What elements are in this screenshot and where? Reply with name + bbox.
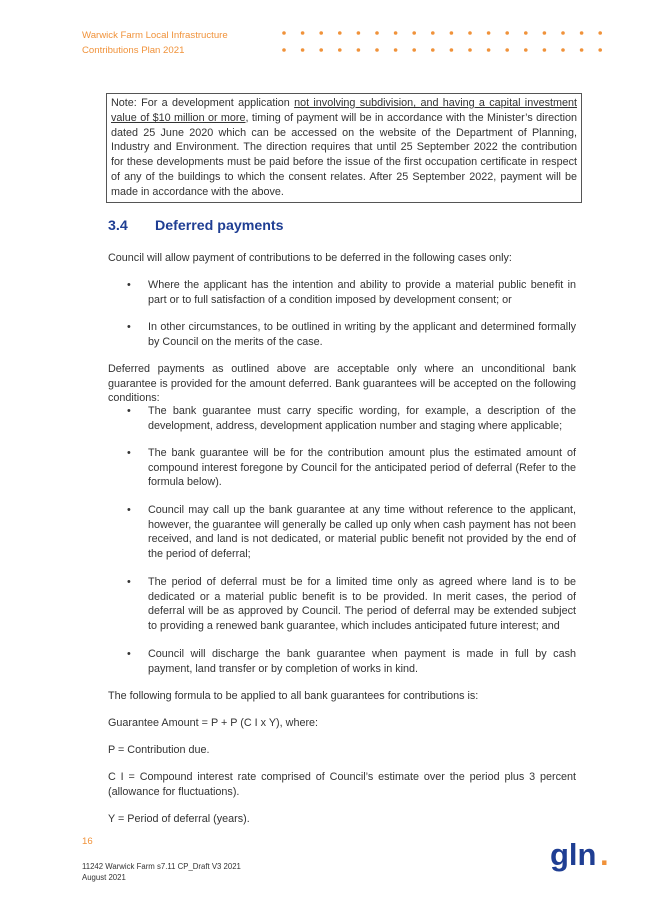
logo-text: gln	[550, 838, 597, 872]
header-dot	[338, 31, 342, 35]
list-item-text: Council will discharge the bank guarantee when payment is made in full by cash payment, land transfer or by completion of works in kind.	[148, 648, 576, 675]
note-box	[106, 93, 582, 203]
header-dot	[580, 48, 584, 52]
bullet-icon: •	[127, 279, 131, 291]
header-dot	[394, 48, 398, 52]
header-dot	[505, 48, 509, 52]
y-definition: Y = Period of deferral (years).	[108, 813, 250, 825]
guarantee-intro-paragraph: Deferred payments as outlined above are acceptable only where an unconditional bank guarantee is provided for the amount deferred. Bank guarantees will be accepted on the following conditions:	[108, 363, 576, 405]
header-dot	[598, 31, 602, 35]
header-dot	[450, 48, 454, 52]
intro-paragraph: Council will allow payment of contributions to be deferred in the following cases only:	[108, 252, 512, 264]
logo-dot: .	[600, 838, 609, 872]
bullet-icon: •	[127, 321, 131, 333]
header-dot	[543, 48, 547, 52]
footer-doc-ref: 11242 Warwick Farm s7.11 CP_Draft V3 2021	[82, 862, 241, 871]
list-item-text: The bank guarantee will be for the contribution amount plus the estimated amount of compound interest foregone by Council for the anticipated period of deferral (Refer to the formula below).	[148, 447, 576, 489]
header-dot	[301, 48, 305, 52]
header-dot	[431, 31, 435, 35]
list-item	[108, 278, 576, 307]
header-line-2: Contributions Plan 2021	[82, 44, 185, 56]
list-item	[108, 446, 576, 490]
header-dot	[412, 31, 416, 35]
list-item	[108, 503, 576, 561]
formula-paragraph: Guarantee Amount = P + P (C I x Y), where:	[108, 717, 319, 729]
header-dot-pattern	[278, 26, 608, 56]
header-dot	[561, 48, 565, 52]
header-dot	[543, 31, 547, 35]
header-line-1: Warwick Farm Local Infrastructure	[82, 30, 228, 41]
header-dot	[580, 31, 584, 35]
list-item	[108, 575, 576, 633]
list-item-text: Council may call up the bank guarantee at any time without reference to the applicant, however, the guarantee will generally be called up only when cash payment has not been received, and land is not dedicated, or material public benefit not provided by the end of the period of deferral;	[148, 504, 576, 560]
list-item-text: The period of deferral must be for a limited time only as agreed where land is to be dedicated or a material public benefit is to be provided. In merit cases, the period of deferral will be as approved by Council. The period of deferral may be extended subject to providing a renewed bank guarantee, which includes anticipated future interest; and	[148, 576, 576, 632]
header-dot	[282, 48, 286, 52]
note-prefix: Note: For a development application	[111, 97, 295, 109]
list-item	[108, 404, 576, 433]
list-item-text: The bank guarantee must carry specific wording, for example, a description of the development, address, development application number and staging where applicable;	[148, 405, 576, 432]
ci-definition: C I = Compound interest rate comprised of Council’s estimate over the period plus 3 percent (allowance for fluctuations).	[108, 771, 576, 798]
section-number: 3.4	[108, 218, 128, 234]
note-suffix: , timing of payment will be in accordance with the Minister’s direction dated 25 June 2020 which can be accessed on the website of the Department of Planning, Industry and Environment. The direction requires that until 25 September 2022 the contribution for these developments must be paid before the issue of the first occupation certificate in respect of any of the buildings to which the consent relates. After 25 September 2022, payment will be made in accordance with the above.	[111, 111, 577, 198]
bullet-icon: •	[127, 504, 131, 516]
header-dot	[524, 48, 528, 52]
p-definition: P = Contribution due.	[108, 744, 210, 756]
bullet-icon: •	[127, 648, 131, 660]
page-number: 16	[82, 836, 93, 847]
header-dot	[394, 31, 398, 35]
header-dot	[301, 31, 305, 35]
header-dot	[468, 48, 472, 52]
header-dot	[375, 48, 379, 52]
header-dot	[450, 31, 454, 35]
section-heading	[108, 218, 284, 234]
header-dot	[561, 31, 565, 35]
header-dot	[468, 31, 472, 35]
header-dot	[338, 48, 342, 52]
footer-date: August 2021	[82, 873, 126, 882]
list-item	[108, 320, 576, 349]
header-title	[82, 29, 228, 58]
gln-logo	[550, 838, 610, 878]
list-item-text: In other circumstances, to be outlined in writing by the applicant and determined formally by Council on the merits of the case.	[148, 321, 576, 348]
bullet-icon: •	[127, 576, 131, 588]
list-item	[108, 647, 576, 676]
header-dot	[412, 48, 416, 52]
header-dot	[319, 31, 323, 35]
header-dot	[282, 31, 286, 35]
footer-doc-info	[82, 861, 241, 883]
header-dot	[524, 31, 528, 35]
section-title: Deferred payments	[155, 218, 284, 234]
bullet-icon: •	[127, 405, 131, 417]
note-underlined: not involving subdivision, and having a capital investment value of $10 million or more	[111, 97, 578, 124]
header-dot	[319, 48, 323, 52]
header-dot	[487, 31, 491, 35]
bullet-icon: •	[127, 447, 131, 459]
formula-intro-paragraph: The following formula to be applied to all bank guarantees for contributions is:	[108, 690, 479, 702]
header-dot	[505, 31, 509, 35]
header-dot	[357, 31, 361, 35]
header-dot	[487, 48, 491, 52]
list-item-text: Where the applicant has the intention and ability to provide a material public benefit in part or to full satisfaction of a condition imposed by development consent; or	[148, 279, 576, 306]
header-dot	[598, 48, 602, 52]
header-dot	[357, 48, 361, 52]
header-dot	[431, 48, 435, 52]
header-dot	[375, 31, 379, 35]
